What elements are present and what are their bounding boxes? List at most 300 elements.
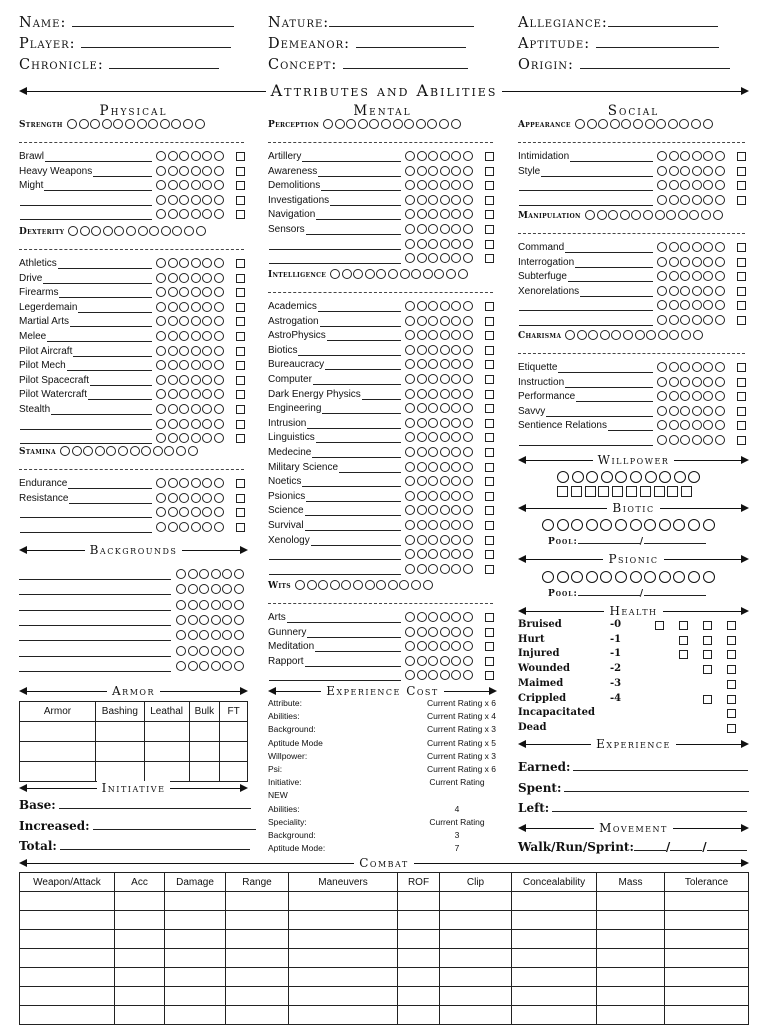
ability-dots[interactable] — [405, 520, 475, 531]
dot[interactable] — [179, 478, 189, 488]
ability-dots[interactable] — [405, 549, 475, 560]
dot[interactable] — [417, 432, 427, 442]
ability-dots[interactable] — [405, 505, 475, 516]
dot[interactable] — [715, 257, 725, 267]
dot[interactable] — [168, 522, 178, 532]
dot[interactable] — [542, 571, 554, 583]
dot[interactable] — [393, 119, 403, 129]
dot[interactable] — [191, 433, 201, 443]
attribute-dots-wrap[interactable] — [575, 119, 714, 129]
ability-underline[interactable] — [305, 530, 401, 531]
dot[interactable] — [585, 210, 595, 220]
ability-underline[interactable] — [78, 312, 152, 313]
dot[interactable] — [463, 316, 473, 326]
specialty-checkbox[interactable] — [236, 274, 245, 283]
specialty-checkbox[interactable] — [236, 405, 245, 414]
dot[interactable] — [176, 615, 186, 625]
ability-dots[interactable] — [405, 627, 475, 638]
attribute-dots[interactable] — [68, 226, 207, 236]
dot[interactable] — [168, 433, 178, 443]
ability-dots[interactable] — [405, 627, 475, 638]
dot[interactable] — [214, 419, 224, 429]
dot[interactable] — [161, 226, 171, 236]
combat-cell[interactable] — [289, 949, 398, 968]
dot[interactable] — [211, 630, 221, 640]
ability-underline[interactable] — [519, 205, 653, 206]
dot[interactable] — [118, 446, 128, 456]
ability-underline[interactable] — [307, 428, 401, 429]
ability-dots[interactable] — [156, 493, 226, 504]
dot[interactable] — [692, 271, 702, 281]
dot[interactable] — [417, 151, 427, 161]
dot[interactable] — [202, 493, 212, 503]
specialty-checkbox[interactable] — [236, 288, 245, 297]
dot[interactable] — [428, 491, 438, 501]
dot[interactable] — [405, 549, 415, 559]
dot[interactable] — [222, 646, 232, 656]
dot[interactable] — [440, 316, 450, 326]
ability-dots[interactable] — [657, 195, 727, 206]
dot[interactable] — [179, 389, 189, 399]
dot[interactable] — [680, 435, 690, 445]
ability-row[interactable] — [19, 492, 248, 506]
ability-row[interactable] — [268, 446, 497, 460]
dot[interactable] — [156, 419, 166, 429]
dot[interactable] — [446, 269, 456, 279]
ability-dots[interactable] — [657, 435, 727, 446]
ability-underline[interactable] — [302, 486, 401, 487]
combat-cell[interactable] — [20, 1006, 115, 1025]
combat-cell[interactable] — [289, 930, 398, 949]
allegiance-field[interactable] — [518, 15, 718, 31]
dot[interactable] — [214, 287, 224, 297]
background-underline[interactable] — [19, 610, 171, 611]
ability-dots[interactable] — [405, 195, 475, 206]
ability-row[interactable] — [268, 417, 497, 431]
dot[interactable] — [428, 330, 438, 340]
ability-dots[interactable] — [657, 420, 727, 431]
dot[interactable] — [202, 404, 212, 414]
health-checkbox[interactable] — [703, 636, 712, 645]
armor-cell[interactable] — [144, 762, 189, 782]
biotic-pool[interactable] — [548, 537, 706, 547]
ability-dots[interactable] — [657, 300, 727, 311]
dot[interactable] — [411, 580, 421, 590]
ability-dots[interactable] — [405, 166, 475, 177]
ability-row[interactable] — [518, 314, 749, 328]
dot[interactable] — [222, 630, 232, 640]
ability-dots[interactable] — [657, 420, 727, 431]
combat-row[interactable] — [20, 1006, 749, 1025]
armor-cell[interactable] — [220, 742, 248, 762]
ability-row[interactable] — [268, 373, 497, 387]
dot[interactable] — [405, 166, 415, 176]
dot[interactable] — [669, 420, 679, 430]
dot[interactable] — [440, 330, 450, 340]
ability-dots[interactable] — [156, 166, 226, 177]
dot[interactable] — [615, 471, 627, 483]
dot[interactable] — [669, 362, 679, 372]
dot[interactable] — [214, 316, 224, 326]
ability-dots[interactable] — [156, 404, 226, 415]
dot[interactable] — [130, 446, 140, 456]
dot[interactable] — [692, 406, 702, 416]
dot[interactable] — [222, 569, 232, 579]
ability-dots[interactable] — [405, 209, 475, 220]
ability-dots[interactable] — [156, 258, 226, 269]
dot[interactable] — [318, 580, 328, 590]
dot[interactable] — [451, 253, 461, 263]
combat-cell[interactable] — [165, 949, 226, 968]
dot[interactable] — [156, 195, 166, 205]
ability-dots[interactable] — [405, 180, 475, 191]
dot[interactable] — [179, 166, 189, 176]
ability-underline[interactable] — [20, 205, 152, 206]
dot[interactable] — [156, 258, 166, 268]
dot[interactable] — [168, 404, 178, 414]
ability-dots[interactable] — [405, 432, 475, 443]
ability-dots[interactable] — [657, 391, 727, 402]
combat-cell[interactable] — [20, 987, 115, 1006]
specialty-checkbox[interactable] — [737, 167, 746, 176]
dot[interactable] — [405, 641, 415, 651]
ability-row[interactable] — [19, 165, 248, 179]
specialty-checkbox[interactable] — [236, 390, 245, 399]
dot[interactable] — [95, 446, 105, 456]
background-row[interactable] — [19, 629, 248, 643]
ability-dots[interactable] — [405, 316, 475, 327]
dot[interactable] — [680, 420, 690, 430]
specialty-checkbox[interactable] — [485, 492, 494, 501]
dot[interactable] — [633, 119, 643, 129]
dot[interactable] — [692, 242, 702, 252]
health-checkbox[interactable] — [727, 650, 736, 659]
ability-row[interactable] — [518, 390, 749, 404]
dot[interactable] — [681, 330, 691, 340]
dot[interactable] — [222, 615, 232, 625]
dot[interactable] — [168, 180, 178, 190]
ability-dots[interactable] — [405, 151, 475, 162]
dot[interactable] — [428, 359, 438, 369]
dot[interactable] — [689, 210, 699, 220]
dot[interactable] — [188, 569, 198, 579]
specialty-checkbox[interactable] — [485, 254, 494, 263]
ability-dots[interactable] — [405, 239, 475, 250]
dot[interactable] — [191, 316, 201, 326]
ability-dots[interactable] — [657, 435, 727, 446]
dot[interactable] — [184, 226, 194, 236]
ability-row[interactable] — [518, 419, 749, 433]
dot[interactable] — [202, 375, 212, 385]
specialty-checkbox[interactable] — [485, 346, 494, 355]
combat-row[interactable] — [20, 892, 749, 911]
dot[interactable] — [440, 389, 450, 399]
ability-underline[interactable] — [45, 161, 152, 162]
dot[interactable] — [335, 119, 345, 129]
dot[interactable] — [428, 316, 438, 326]
dot[interactable] — [463, 359, 473, 369]
dot[interactable] — [463, 462, 473, 472]
specialty-checkbox[interactable] — [236, 196, 245, 205]
dot[interactable] — [188, 584, 198, 594]
dot[interactable] — [451, 491, 461, 501]
ability-dots[interactable] — [156, 151, 226, 162]
dot[interactable] — [404, 119, 414, 129]
dot[interactable] — [557, 571, 569, 583]
combat-cell[interactable] — [165, 1006, 226, 1025]
dot[interactable] — [451, 316, 461, 326]
dot[interactable] — [451, 476, 461, 486]
dot[interactable] — [680, 300, 690, 310]
armor-cell[interactable] — [95, 722, 144, 742]
dot[interactable] — [428, 520, 438, 530]
specialty-checkbox[interactable] — [485, 477, 494, 486]
dot[interactable] — [703, 257, 713, 267]
dot[interactable] — [428, 403, 438, 413]
dot[interactable] — [199, 646, 209, 656]
attribute-dots[interactable] — [575, 119, 714, 129]
dot[interactable] — [610, 119, 620, 129]
dot[interactable] — [202, 478, 212, 488]
ability-underline[interactable] — [325, 369, 401, 370]
ability-dots[interactable] — [405, 374, 475, 385]
specialty-checkbox[interactable] — [485, 375, 494, 384]
willpower-box[interactable] — [557, 486, 568, 497]
dot[interactable] — [179, 331, 189, 341]
dot[interactable] — [188, 446, 198, 456]
dot[interactable] — [388, 269, 398, 279]
combat-cell[interactable] — [512, 1006, 597, 1025]
ability-row[interactable] — [19, 345, 248, 359]
specialty-checkbox[interactable] — [485, 536, 494, 545]
ability-row[interactable] — [268, 358, 497, 372]
specialty-checkbox[interactable] — [485, 657, 494, 666]
dot[interactable] — [83, 446, 93, 456]
dot[interactable] — [149, 226, 159, 236]
ability-underline[interactable] — [306, 501, 401, 502]
ability-dots[interactable] — [405, 549, 475, 560]
dot[interactable] — [575, 119, 585, 129]
armor-row[interactable] — [20, 762, 248, 782]
dot[interactable] — [440, 239, 450, 249]
dot[interactable] — [417, 345, 427, 355]
dot[interactable] — [577, 330, 587, 340]
dot[interactable] — [646, 330, 656, 340]
dot[interactable] — [680, 406, 690, 416]
ability-underline[interactable] — [70, 326, 152, 327]
dot[interactable] — [199, 600, 209, 610]
dot[interactable] — [156, 507, 166, 517]
armor-cell[interactable] — [20, 742, 96, 762]
specialty-checkbox[interactable] — [485, 317, 494, 326]
combat-cell[interactable] — [226, 968, 289, 987]
willpower-box[interactable] — [585, 486, 596, 497]
ability-underline[interactable] — [608, 430, 653, 431]
dot[interactable] — [202, 287, 212, 297]
ability-dots[interactable] — [156, 258, 226, 269]
willpower-box[interactable] — [598, 486, 609, 497]
ability-dots[interactable] — [405, 195, 475, 206]
dot[interactable] — [417, 239, 427, 249]
dot[interactable] — [669, 391, 679, 401]
dot[interactable] — [703, 420, 713, 430]
dot[interactable] — [202, 273, 212, 283]
dot[interactable] — [428, 166, 438, 176]
attribute-dots[interactable] — [585, 210, 724, 220]
combat-cell[interactable] — [398, 987, 440, 1006]
dot[interactable] — [72, 446, 82, 456]
dot[interactable] — [399, 580, 409, 590]
background-dots[interactable] — [176, 646, 246, 657]
specialty-checkbox[interactable] — [485, 642, 494, 651]
dot[interactable] — [451, 239, 461, 249]
ability-row[interactable] — [19, 506, 248, 520]
ability-row[interactable] — [268, 179, 497, 193]
dot[interactable] — [234, 600, 244, 610]
dot[interactable] — [440, 462, 450, 472]
dot[interactable] — [659, 471, 671, 483]
combat-cell[interactable] — [440, 930, 512, 949]
specialty-checkbox[interactable] — [737, 436, 746, 445]
dot[interactable] — [156, 493, 166, 503]
dot[interactable] — [428, 253, 438, 263]
combat-cell[interactable] — [226, 930, 289, 949]
dot[interactable] — [405, 253, 415, 263]
ability-dots[interactable] — [405, 224, 475, 235]
ability-underline[interactable] — [519, 190, 653, 191]
ability-dots[interactable] — [156, 360, 226, 371]
ability-underline[interactable] — [67, 370, 152, 371]
dot[interactable] — [214, 478, 224, 488]
dot[interactable] — [214, 493, 224, 503]
armor-cell[interactable] — [220, 722, 248, 742]
dot[interactable] — [669, 257, 679, 267]
ability-dots[interactable] — [657, 166, 727, 177]
dot[interactable] — [405, 359, 415, 369]
dot[interactable] — [79, 119, 89, 129]
dot[interactable] — [202, 389, 212, 399]
dot[interactable] — [440, 491, 450, 501]
dot[interactable] — [295, 580, 305, 590]
dot[interactable] — [222, 584, 232, 594]
ability-dots[interactable] — [657, 286, 727, 297]
dot[interactable] — [168, 419, 178, 429]
ability-row[interactable] — [518, 285, 749, 299]
dot[interactable] — [428, 656, 438, 666]
armor-cell[interactable] — [20, 722, 96, 742]
ability-dots[interactable] — [657, 271, 727, 282]
dot[interactable] — [202, 522, 212, 532]
ability-dots[interactable] — [405, 491, 475, 502]
dot[interactable] — [715, 377, 725, 387]
ability-dots[interactable] — [156, 331, 226, 342]
dot[interactable] — [635, 330, 645, 340]
willpower-box[interactable] — [681, 486, 692, 497]
specialty-checkbox[interactable] — [485, 360, 494, 369]
dot[interactable] — [656, 119, 666, 129]
dot[interactable] — [644, 519, 656, 531]
ability-dots[interactable] — [657, 391, 727, 402]
dot[interactable] — [179, 419, 189, 429]
ability-row[interactable] — [518, 179, 749, 193]
armor-row[interactable] — [20, 722, 248, 742]
combat-cell[interactable] — [597, 949, 665, 968]
dot[interactable] — [451, 330, 461, 340]
dot[interactable] — [428, 195, 438, 205]
ability-dots[interactable] — [657, 362, 727, 373]
ability-row[interactable] — [518, 361, 749, 375]
dot[interactable] — [168, 478, 178, 488]
ability-dots[interactable] — [156, 302, 226, 313]
background-dots[interactable] — [176, 661, 246, 672]
dot[interactable] — [451, 374, 461, 384]
ability-dots[interactable] — [405, 505, 475, 516]
dot[interactable] — [191, 522, 201, 532]
background-row[interactable] — [19, 614, 248, 628]
ability-dots[interactable] — [156, 316, 226, 327]
dot[interactable] — [405, 491, 415, 501]
combat-row[interactable] — [20, 911, 749, 930]
dot[interactable] — [202, 209, 212, 219]
ability-dots[interactable] — [405, 520, 475, 531]
dot[interactable] — [346, 119, 356, 129]
health-checkbox[interactable] — [727, 636, 736, 645]
ability-row[interactable] — [518, 150, 749, 164]
dot[interactable] — [423, 269, 433, 279]
ability-dots[interactable] — [156, 287, 226, 298]
dot[interactable] — [703, 286, 713, 296]
dot[interactable] — [211, 600, 221, 610]
dot[interactable] — [179, 195, 189, 205]
dot[interactable] — [234, 661, 244, 671]
dot[interactable] — [451, 301, 461, 311]
ability-dots[interactable] — [657, 315, 727, 326]
dot[interactable] — [417, 520, 427, 530]
dot[interactable] — [191, 258, 201, 268]
ability-row[interactable] — [268, 490, 497, 504]
dot[interactable] — [643, 210, 653, 220]
health-checkbox[interactable] — [727, 621, 736, 630]
dot[interactable] — [703, 391, 713, 401]
dot[interactable] — [428, 549, 438, 559]
dot[interactable] — [458, 269, 468, 279]
attribute-dots[interactable] — [67, 119, 206, 129]
health-checkbox[interactable] — [679, 650, 688, 659]
ability-underline[interactable] — [321, 190, 401, 191]
specialty-checkbox[interactable] — [485, 613, 494, 622]
ability-row[interactable] — [19, 403, 248, 417]
dot[interactable] — [669, 330, 679, 340]
ability-row[interactable] — [518, 241, 749, 255]
dot[interactable] — [669, 195, 679, 205]
ability-row[interactable] — [518, 165, 749, 179]
dot[interactable] — [669, 180, 679, 190]
dot[interactable] — [195, 119, 205, 129]
dot[interactable] — [674, 471, 686, 483]
dot[interactable] — [440, 432, 450, 442]
ability-row[interactable] — [268, 626, 497, 640]
dot[interactable] — [202, 316, 212, 326]
dot[interactable] — [179, 360, 189, 370]
ability-row[interactable] — [268, 504, 497, 518]
dot[interactable] — [703, 195, 713, 205]
dot[interactable] — [423, 580, 433, 590]
dot[interactable] — [211, 646, 221, 656]
dot[interactable] — [202, 433, 212, 443]
combat-cell[interactable] — [165, 930, 226, 949]
name-field[interactable] — [19, 15, 234, 31]
combat-cell[interactable] — [665, 930, 749, 949]
